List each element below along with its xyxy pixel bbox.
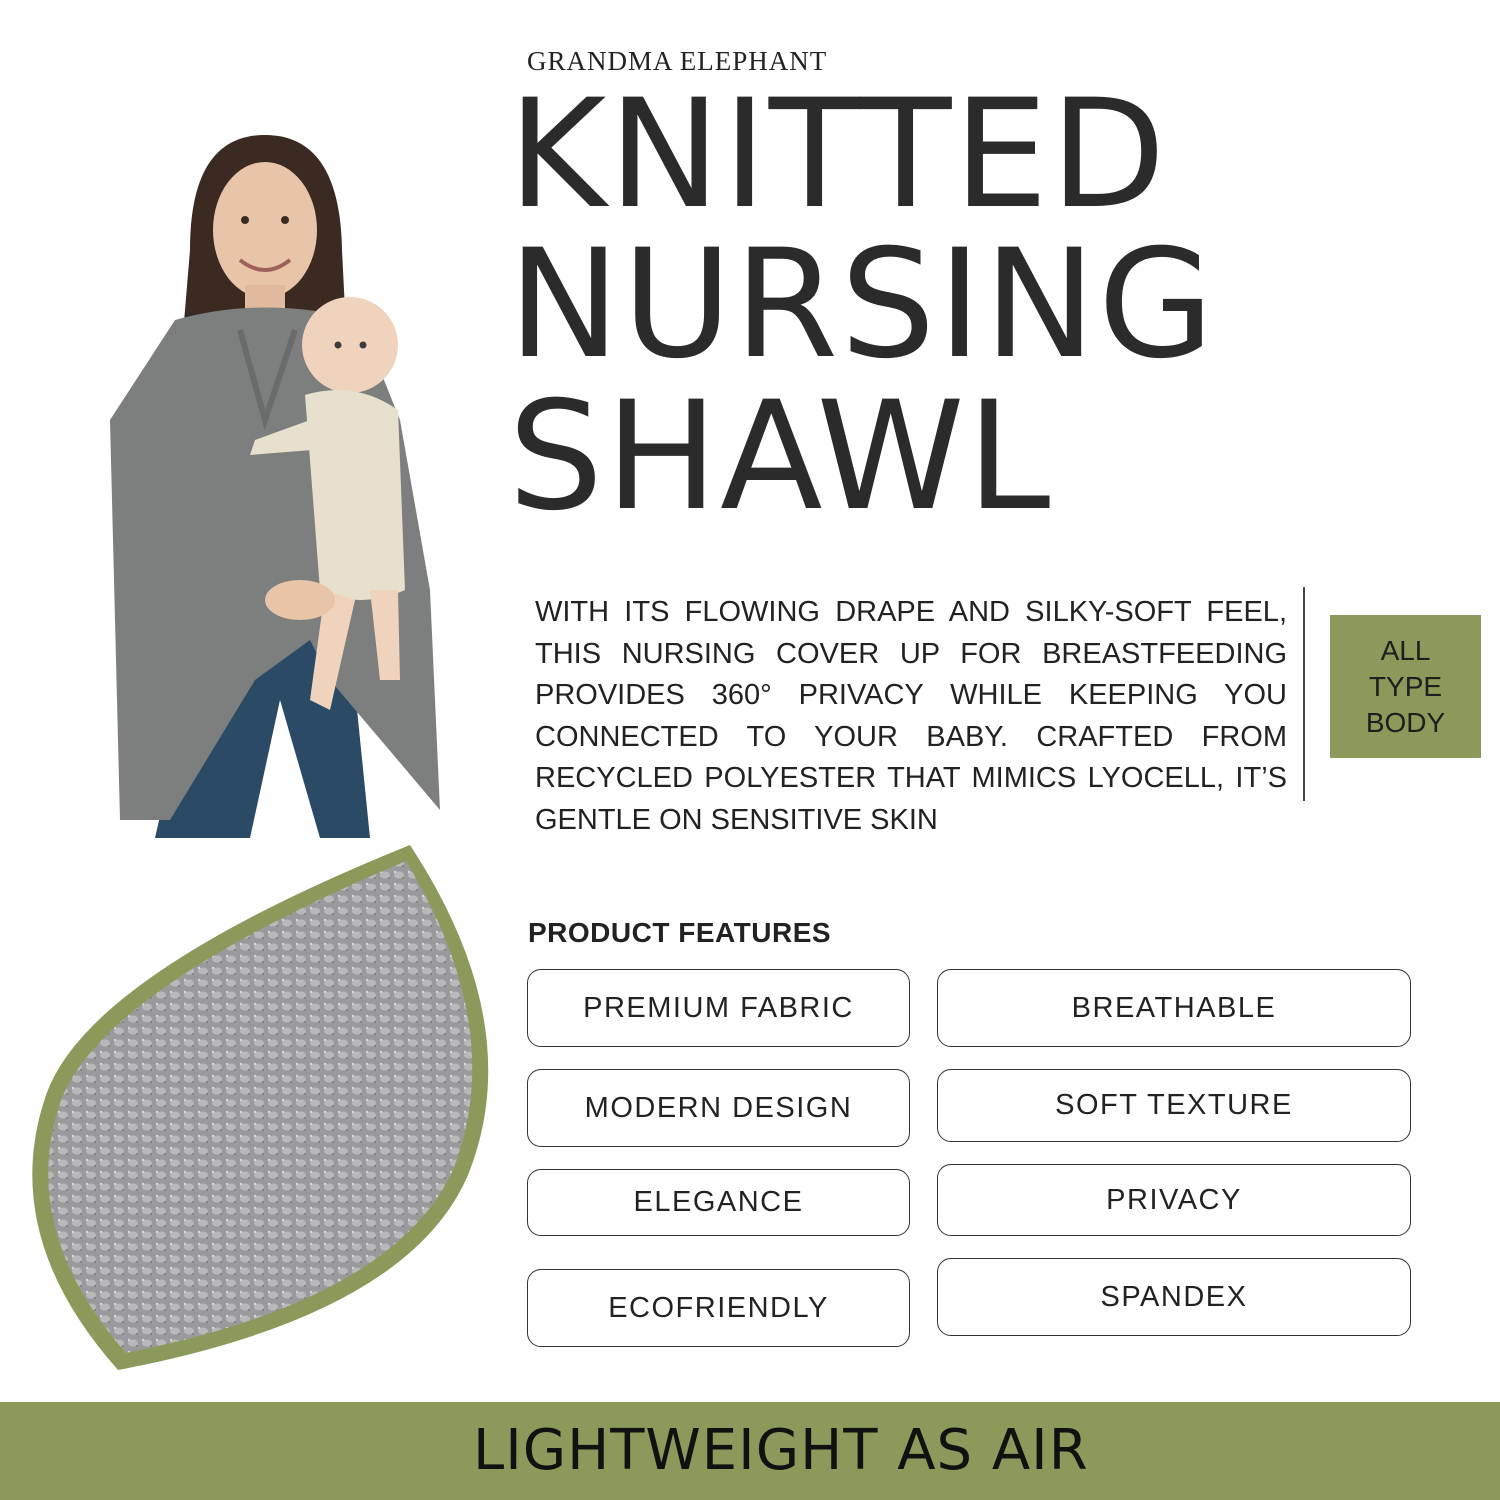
feature-elegance: ELEGANCE — [527, 1169, 910, 1236]
footer-tagline: LIGHTWEIGHT AS AIR — [473, 1418, 1089, 1483]
feature-soft-texture: SOFT TEXTURE — [937, 1069, 1411, 1142]
feature-premium-fabric: PREMIUM FABRIC — [527, 969, 910, 1047]
features-heading: PRODUCT FEATURES — [528, 917, 832, 948]
fabric-swatch-image — [28, 845, 508, 1375]
all-type-body-badge — [1330, 615, 1481, 758]
title-line-1: KNITTED — [508, 68, 1168, 242]
feature-privacy: PRIVACY — [937, 1164, 1411, 1236]
badge-line-1: ALL — [1380, 634, 1431, 666]
brand-name: GRANDMA ELEPHANT — [527, 46, 828, 76]
title-line-2: NURSING — [508, 218, 1217, 392]
feature-ecofriendly: ECOFRIENDLY — [527, 1269, 910, 1347]
badge-line-3: BODY — [1365, 706, 1446, 738]
feature-spandex: SPANDEX — [937, 1258, 1411, 1336]
product-photo — [80, 120, 460, 840]
feature-breathable: BREATHABLE — [937, 969, 1411, 1047]
title-line-3: SHAWL — [508, 370, 1053, 544]
product-description: WITH ITS FLOWING DRAPE AND SILKY-SOFT FEEL, THIS NURSING COVER UP FOR BREASTFEEDING PROVIDES 360° PRIVACY WHILE KEEPING YOU CONNECTED TO YOUR BABY. CRAFTED FROM RECYCLED POLYESTER THAT MIMICS LYOCELL, IT’S GENTLE ON SENSITIVE SKIN — [535, 596, 1287, 836]
badge-line-2: TYPE — [1368, 670, 1443, 702]
divider-line — [1303, 587, 1305, 801]
feature-modern-design: MODERN DESIGN — [527, 1069, 910, 1147]
